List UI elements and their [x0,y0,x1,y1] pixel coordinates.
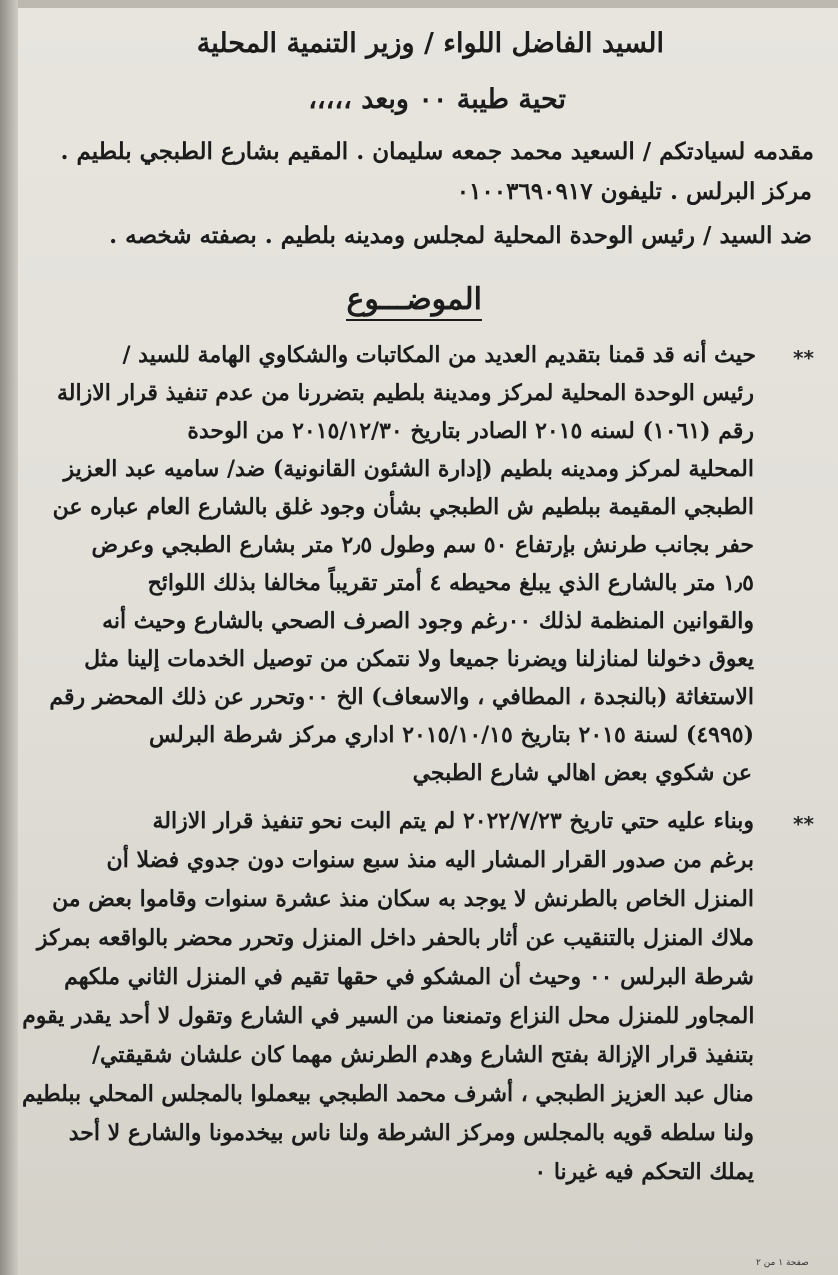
paragraph-1-line: يعوق دخولنا لمنازلنا ويضرنا جميعا ولا نتمكن من توصيل الخدمات إلينا مثل [84,646,754,672]
page-number: صفحة ١ من ٢ [756,1258,809,1268]
paragraph-2-line: برغم من صدور القرار المشار اليه منذ سبع سنوات دون جدوي فضلا أن [106,847,754,873]
greeting-line: تحية طيبة ٠٠ وبعد ،،،،، [308,84,566,115]
paragraph-1-line: حيث أنه قد قمنا بتقديم العديد من المكاتبات والشكاوي الهامة للسيد / [122,342,756,368]
paragraph-2-line: وبناء عليه حتي تاريخ ٢٠٢٢/٧/٢٣ لم يتم البت نحو تنفيذ قرار الازالة [152,808,754,834]
page-left-shadow [0,0,18,1275]
paragraph-1-line: رئيس الوحدة المحلية لمركز ومدينة بلطيم بتضررنا من عدم تنفيذ قرار الازالة [56,380,754,406]
paragraph-2-line: بتنفيذ قرار الإزالة بفتح الشارع وهدم الطرنش مهما كان علشان شقيقتي/ [91,1042,754,1068]
paragraph-2-line: شرطة البرلس ٠٠ وحيث أن المشكو في حقها تقيم في المنزل الثاني ملكهم [64,964,754,990]
paragraph-1-line: الاستغاثة (بالنجدة ، المطافي ، والاسعاف) الخ ٠٠وتحرر عن ذلك المحضر رقم [49,684,754,710]
paragraph-2-line: المجاور للمنزل محل النزاع وتمنعنا من السير في الشارع وتقول لا أحد يقدر يقوم [21,1003,754,1029]
petitioner-line-2: مركز البرلس . تليفون ٠١٠٠٣٦٩٠٩١٧ [456,178,812,205]
paragraph-2-marker: ** [793,812,814,836]
paragraph-1-line: الطبجي المقيمة ببلطيم ش الطبجي بشأن وجود غلق بالشارع العام عباره عن [52,494,754,520]
petitioner-line-3: ضد السيد / رئيس الوحدة المحلية لمجلس ومدينه بلطيم . بصفته شخصه . [109,222,812,249]
paragraph-1-line: والقوانين المنظمة لذلك ٠٠رغم وجود الصرف الصحي بالشارع وحيث أنه [102,608,754,634]
subject-title: الموضـــوع [346,282,482,321]
paragraph-2-line: ولنا سلطه قويه بالمجلس ومركز الشرطة ولنا ناس بيخدمونا والشارع لا أحد [68,1120,754,1146]
paragraph-2-line: منال عبد العزيز الطبجي ، أشرف محمد الطبجي بيعملوا بالمجلس المحلي ببلطيم [22,1081,754,1107]
paragraph-1-line: عن شكوي بعض اهالي شارع الطبجي [412,760,752,786]
page-top-edge [0,0,838,8]
addressee-line: السيد الفاضل اللواء / وزير التنمية المحلية [196,28,664,59]
paragraph-1-line: رقم (١٠٦١) لسنه ٢٠١٥ الصادر بتاريخ ٢٠١٥/١٢/٣٠ من الوحدة [187,418,754,444]
paragraph-1-line: (٤٩٩٥) لسنة ٢٠١٥ بتاريخ ٢٠١٥/١٠/١٥ اداري مركز شرطة البرلس [148,722,754,748]
petitioner-line-1: مقدمه لسيادتكم / السعيد محمد جمعه سليمان . المقيم بشارع الطبجي بلطيم . [60,138,814,165]
paragraph-1-line: ١٫٥ متر بالشارع الذي يبلغ محيطه ٤ أمتر تقريباً مخالفا بذلك اللوائح [147,570,754,596]
paragraph-1-line: حفر بجانب طرنش بإرتفاع ٥٠ سم وطول ٢٫٥ متر بشارع الطبجي وعرض [91,532,754,558]
paragraph-1-marker: ** [793,346,814,370]
paragraph-1-line: المحلية لمركز ومدينه بلطيم (إدارة الشئون القانونية) ضد/ ساميه عبد العزيز [63,456,754,482]
paragraph-2-line: المنزل الخاص بالطرنش لا يوجد به سكان منذ عشرة سنوات وقاموا بعض من [52,886,754,912]
paragraph-2-line: ملاك المنزل بالتنقيب عن أثار بالحفر داخل المنزل وتحرر محضر بالواقعه بمركز [36,925,754,951]
paragraph-2-line: يملك التحكم فيه غيرنا ٠ [534,1159,754,1185]
